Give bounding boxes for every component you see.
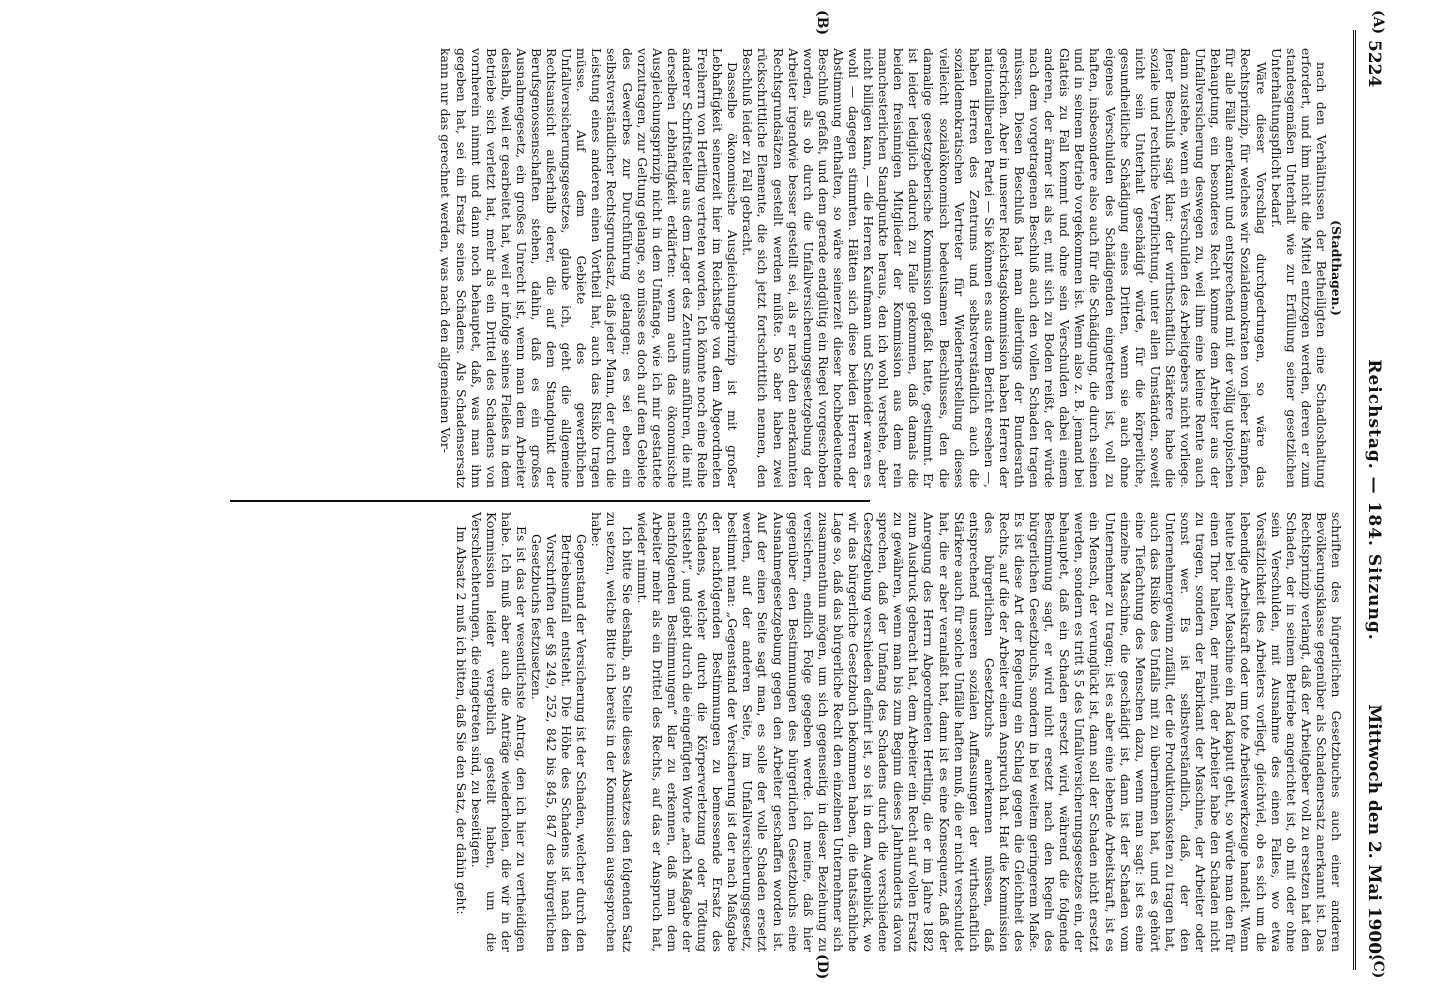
paragraph: Ich bitte Sie deshalb, an Stelle dieses Absatzes den folgenden Satz zu setzen, welche Bitte ich bereits in der Kommission ausgesprochen habe: <box>589 512 635 952</box>
page-header <box>1353 30 1390 970</box>
left-column <box>74 48 1344 488</box>
speaker-name: (Stadthagen.) <box>1329 220 1344 316</box>
column-divider <box>230 500 870 502</box>
paragraph: nach den Verhältnissen der Betheiligten eine Schadloshaltung erfordert, und ihm nicht die Mittel entzogen werden, deren er zum standesgemäßen Unterhalt wie zur Erfüllung seiner gesetzlichen Unterhaltungspflicht bedarf. <box>1268 48 1329 488</box>
paragraph: Dasselbe ökonomische Ausgleichungsprinzip ist mit großer Lebhaftigkeit seinerzeit hier im Reichstage von dem Abgeordneten Freiherrn von Hertling vertreten worden. Ich könnte noch eine Reihe anderer Schriftsteller aus dem Lager des Zentrums anführen, die mit derselben Lebhaftigkeit erklärten: wenn auch das ökonomische Ausgleichungsprinzip nicht in dem Umfange, wie ich mir gestattete vorzutragen, zur Geltung gelange, so müsse es doch auf dem Gebiete des Gewerbes zur Durchführung gelangen; es sei eben ein selbstverständlicher Rechtsgrundsatz, daß jeder Mann, der durch die Leistung eines anderen einen Vortheil hat, auch das Risiko tragen müsse. Auf dem Gebiete des gewerblichen Unfallversicherungsgesetzes, glaube ich, geht die allgemeine Rechtsansicht außerhalb derer, die auf dem Standpunkt der Berufsgenossenschaften stehen, dahin, daß es ein großes Ausnahmegesetz, ein großes Unrecht ist, wenn man dem Arbeiter deshalb, weil er gearbeitet hat, weil er infolge seines Fleißes in dem Betriebe sich verletzt hat, mehr als ein Drittel des Schadens von vornherein nimmt und dann noch behauptet, daß, was man ihm gegeben hat, sei ein Ersatz seines Schadens. Als Schadensersatz kann nur das gerechnet werden, was nach den allgemeinen Vor- <box>438 48 741 488</box>
paragraph: Im Absatz 2 muß ich bitten, daß Sie den Satz, der dahin geht: <box>453 526 469 915</box>
margin-marker-a: (A) <box>1370 10 1386 35</box>
margin-marker-c: (C) <box>1370 954 1386 979</box>
margin-marker-d: (D) <box>814 954 830 980</box>
session-date: Mittwoch den 2. Mai 1900. <box>1364 704 1384 960</box>
document-page <box>60 10 1390 980</box>
paragraph: Es ist das der wesentlichste Antrag, den ich hier zu vertheidigen habe. Ich muß aber auch die Anträge wiederholen, die wir in der Kommission leider vergeblich gestellt haben, um die Verschlechterungen, die eingetreten sind, zu beseitigen. <box>468 512 529 952</box>
paragraph: Wäre dieser Vorschlag durchgedrungen, so wäre das Rechtsprinzip, für welches wir Sozialdemokraten von jeher kämpfen, für alle Fälle anerkannt und entsprechend mit der völlig utopischen Behauptung, ein besonderes Recht komme dem Arbeiter aus der Unfallversicherung deswegen zu, weil ihm eine kleine Rente auch dann zustehe, wenn ein Verschulden des Arbeitgebers nicht vorliege. Jener Beschluß sagt klar: der wirthschaftlich Stärkere habe die soziale und rechtliche Verpflichtung, unter allen Umständen, soweit nicht sein Unterhalt geschädigt würde, für die körperliche, gesundheitliche Schädigung eines Dritten, wenn sie auch ohne eigenes Verschulden des Schädigenden eingetreten ist, voll zu haften, insbesondere also auch für die Schädigung, die durch seinen und in seinem Betrieb vorgekommen ist. Wenn also z. B. jemand bei Glatteis zu Fall kommt und ohne sein Verschulden dabei einem anderen, der ärmer ist als er, mit sich zu Boden reißt, der würde nach dem vorgetragenen Beschluß auch den vollen Schaden tragen müssen. Diesen Beschluß hat man allerdings der Bundesrath gestrichen. Aber in unserer Reichstagskommission haben Herren der nationalliberalen Partei — Sie können es aus dem Bericht ersehen —, haben Herren des Zentrums und selbstverständlich auch die sozialdemokratischen Vertreter für Wiederherstellung dieses vielleicht sozialökonomisch bedeutsamen Beschlusses, den die damalige gesetzgeberische Kommission gefaßt hatte, gestimmt. Er ist leider lediglich dadurch zu Falle gekommen, daß damals die beiden freisinnigen Mitglieder der Kommission aus dem rein manchesterlichen Standpunkte heraus, den ich wohl verstehe, aber nicht billigen kann, — die Herren Kaufmann und Schneider waren es wohl — dagegen stimmten. Hätten sich diese beiden Herren der Abstimmung enthalten, so wäre seinerzeit dieser hochbedeutende Beschluß gefaßt, und dem gerade endgültig ein Riegel vorgeschoben worden, als ob durch die Unfallversicherungsgesetzgebung der Arbeiter irgendwie besser gestellt sei, als er nach den anerkannten Rechtsgrundsätzen gestellt werden müßte. So aber haben zwei rückschrittliche Elemente, die sich jetzt fortschrittlich nennen, den Beschluß leider zu Fall gebracht. <box>740 48 1269 488</box>
session-title: Reichstag. — 184. Sitzung. <box>1364 359 1384 641</box>
margin-marker-b: (B) <box>814 10 830 36</box>
proposed-text: Gegenstand der Versicherung ist der Schaden, welcher durch den Betriebsunfall entsteht. Die Höhe des Schadens ist nach den Vorschriften der §§ 249, 252, 842 bis 845, 847 des bürgerlichen Gesetzbuchs festzusetzen. <box>529 534 590 952</box>
right-column <box>74 512 1344 952</box>
page-number: 5224 <box>1364 40 1384 88</box>
paragraph: schriften des bürgerlichen Gesetzbuches auch einer anderen Bevölkerungsklasse gegenüber als Schadenersatz anerkannt ist. Das Rechtsprinzip verlangt, daß der Arbeitgeber voll zu ersetzen hat den Schaden, der in seinem Betriebe angerichtet ist, ob mit oder ohne sein Verschulden, mit Ausnahme des einen Falles, wo etwa Vorsätzlichkeit des Arbeiters vorliegt, gleichviel, ob es sich um die lebendige Arbeitskraft oder um tote Arbeitswerkzeuge handelt. Wenn heute bei einer Maschine ein Rad kaputt geht, so würde man den für einen Thor halten, der meint, der Arbeiter habe den Schaden nicht zu tragen, sondern der Fabrikant der Maschine, der Arbeiter oder sonst wer. Es ist selbstverständlich, daß, der den Unternehmergewinn zufällt, der die Produktionskosten zu tragen hat, auch das Risiko des Unfalls mit zu übernehmen hat, und es gehört eine Tiefachtung des Menschen dazu, wenn man sagt: ist es eine einzelne Maschine, die geschädigt ist, dann ist der Schaden vom Unternehmer zu tragen; ist es aber eine lebende Arbeitskraft, ist es ein Mensch, der verunglückt ist, dann soll der Schaden nicht ersetzt werden, sondern es tritt § 5 des Unfallversicherungsgesetzes ein, der behauptet, daß ein Schaden ersetzt wird, während die folgende Bestimmung sagt, er wird nicht ersetzt nach den Regeln des bürgerlichen Gesetzbuchs, sondern in bei weitem geringerem Maße. Es ist diese Art der Regelung ein Schlag gegen die Gleichheit des Rechts, auf die der Arbeiter einen Anspruch hat. Hat die Kommission des bürgerlichen Gesetzbuchs anerkennen müssen, daß entsprechend unseren sozialen Auffassungen der wirthschaftlich Stärkere auch für solche Unfälle haften muß, die er nicht verschuldet hat, die er aber veranlaßt hat, dann ist es eine Konsequenz, daß der Anregung des Herrn Abgeordneten Hertling, die er im Jahre 1882 zum Ausdruck gebracht hat, dem Arbeiter ein Recht auf vollen Ersatz zu gewähren, wenn man bis zum Beginn dieses Jahrhunderts davon sprechen, daß der Umfang des Schadens durch die verschiedene Gesetzgebung verschieden definirt ist, so ist in dem Augenblick, wo wir das bürgerliche Gesetzbuch bekommen haben, die thatsächliche Lage so, daß das bürgerliche Recht den einzelnen Unternehmer sich zusammenthun mögen, um sich gegenseitig in dieser Beziehung zu versichern, endlich Folge gegeben werde. Ich meine, daß hier gegenüber den Bestimmungen des bürgerlichen Gesetzbuchs eine Ausnahmegesetzgebung gegen den Arbeiter geschaffen worden ist. Auf der einen Seite sagt man, es solle der volle Schaden ersetzt werden, auf der anderen Seite, im Unfallversicherungsgesetz, bestimmt man: „Gegenstand der Versicherung ist der nach Maßgabe der nachfolgenden Bestimmungen zu bemessende Ersatz des Schadens, welcher durch die Körperverletzung oder Tödtung entsteht“, und giebt durch die eingefügten Worte „nach Maßgabe der nachfolgenden Bestimmungen“ klar zu erkennen, daß man dem Arbeiter mehr als ein Drittel des Rechts, auf das er Anspruch hat, wieder nimmt. <box>634 512 1344 952</box>
digitization-credit <box>2 594 18 994</box>
